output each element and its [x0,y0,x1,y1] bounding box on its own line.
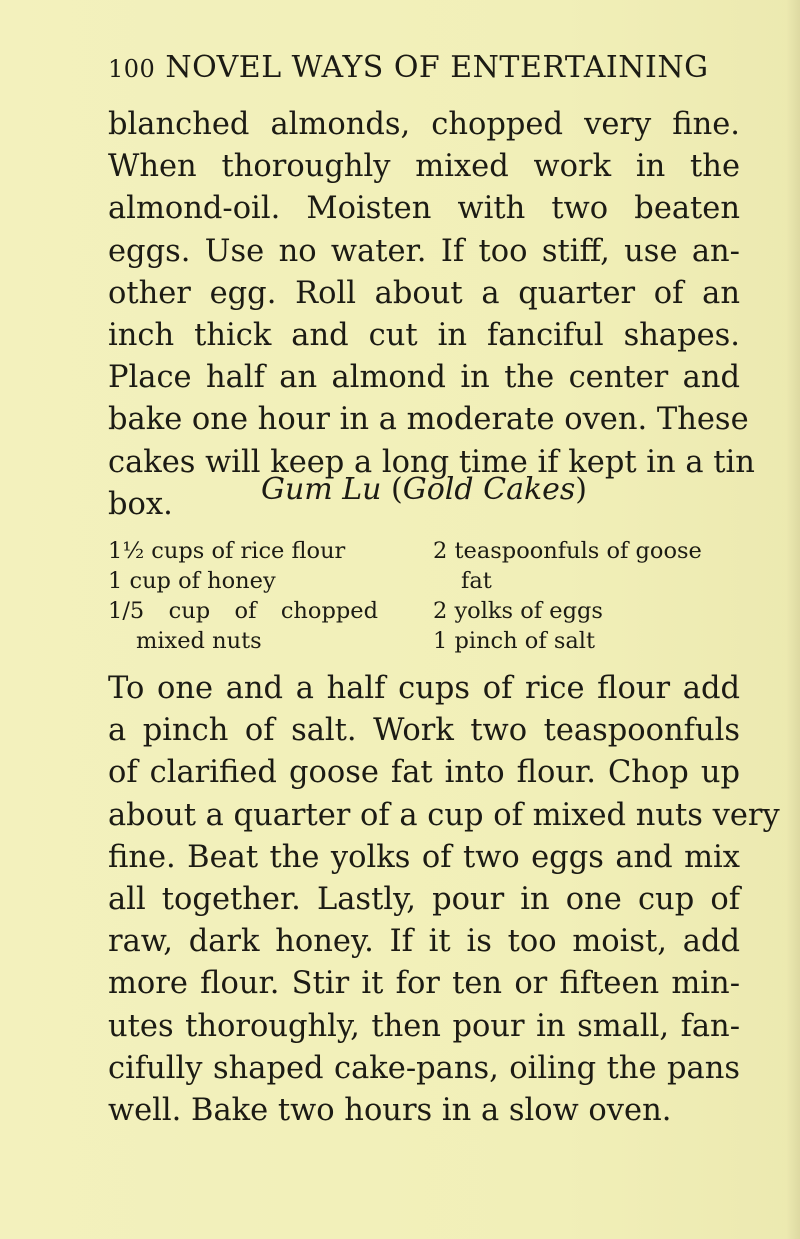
text-line: Place half an almond in the center and [108,360,740,396]
text-line: bake one hour in a moderate oven. These [108,402,749,438]
text-line: about a quarter of a cup of mixed nuts very [108,797,780,833]
text-line: other egg. Roll about a quarter of an [108,275,740,311]
text-line: raw, dark honey. If it is too moist, add [108,924,740,960]
text-line: box. [108,486,173,522]
recipe-subtitle: Gold Cakes [402,472,576,507]
paragraph-continued [108,104,755,526]
paren-open: ( [391,472,403,507]
ingredient-item: 1½ cups of rice flour [108,538,346,564]
text-line: almond-oil. Moisten with two beaten [108,191,740,227]
ingredient-item: 1 pinch of salt [433,628,596,654]
ingredient-item: 2 teaspoonfuls of goose [433,538,702,564]
page-number: 100 [108,55,156,83]
text-line: cakes will keep a long time if kept in a tin [108,444,755,480]
text-line: more flour. Stir it for ten or fifteen min- [108,966,740,1002]
running-header [108,50,748,85]
text-line: To one and a half cups of rice flour add [108,671,740,706]
text-line: eggs. Use no water. If too stiff, use an- [108,233,740,269]
text-line: utes thoroughly, then pour in small, fan- [108,1008,740,1044]
text-line: all together. Lastly, pour in one cup of [108,881,740,917]
text-line: fine. Beat the yolks of two eggs and mix [108,839,740,875]
text-line: inch thick and cut in fanciful shapes. [108,317,740,353]
text-line: well. Bake two hours in a slow oven. [108,1092,672,1128]
recipe-title [108,472,740,507]
running-title: NOVEL WAYS OF ENTERTAINING [165,50,709,85]
text-line: When thoroughly mixed work in the [108,149,740,185]
page-edge-shadow [786,0,800,1239]
ingredients-right-column [433,536,743,656]
text-line: a pinch of salt. Work two teaspoonfuls [108,713,740,749]
text-line: cifully shaped cake-pans, oiling the pans [108,1050,740,1086]
text-line: blanched almonds, chopped very fine. [108,107,740,142]
recipe-name: Gum Lu [260,472,382,507]
ingredient-item: 2 yolks of eggs [433,598,603,624]
ingredient-item-continued: fat [461,568,492,594]
ingredient-item-continued: mixed nuts [136,628,262,654]
ingredients-left-column [108,536,398,656]
ingredient-item: 1/5 cup of chopped [108,598,378,624]
paren-close: ) [575,472,588,507]
text-line: of clarified goose fat into flour. Chop up [108,755,740,791]
recipe-instructions [108,668,780,1132]
ingredient-item: 1 cup of honey [108,568,276,594]
